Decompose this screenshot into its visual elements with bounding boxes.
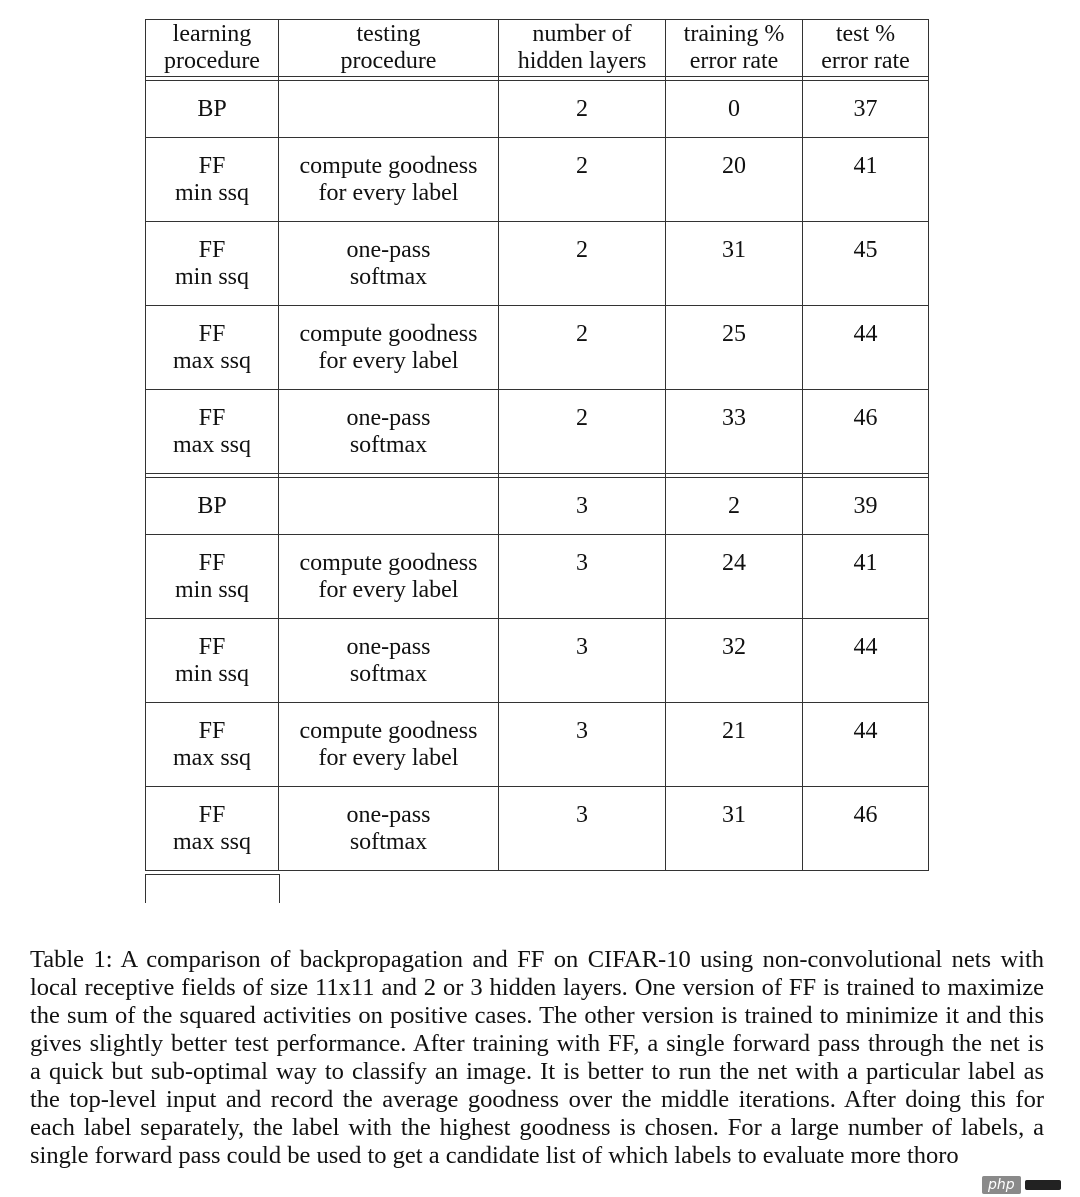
- cell-testing: compute goodness for every label: [279, 535, 499, 619]
- cell-learning: FF max ssq: [146, 390, 279, 474]
- cell-train-error: 2: [666, 478, 803, 535]
- cell-testing: one-pass softmax: [279, 390, 499, 474]
- cell-test-error: 41: [803, 138, 929, 222]
- cell-train-error: 31: [666, 787, 803, 871]
- cell-train-error: 33: [666, 390, 803, 474]
- cell-test-error: 44: [803, 306, 929, 390]
- cell-learning: FF min ssq: [146, 222, 279, 306]
- caption-line: local receptive fields of size 11x11 and 2 or 3 hidden layers. One version of FF is trained to maximize: [30, 974, 1044, 1001]
- caption-line: the sum of the squared activities on positive cases. The other version is trained to minimize it and this: [30, 1002, 1044, 1029]
- cell-testing: one-pass softmax: [279, 787, 499, 871]
- cell-testing: one-pass softmax: [279, 222, 499, 306]
- cell-train-error: 24: [666, 535, 803, 619]
- table-row: [146, 478, 929, 535]
- cell-test-error: 41: [803, 535, 929, 619]
- results-table-container: [145, 19, 928, 871]
- table-row: [146, 138, 929, 222]
- cell-testing: compute goodness for every label: [279, 306, 499, 390]
- cell-layers: 3: [499, 619, 666, 703]
- caption-line: Table 1: A comparison of backpropagation and FF on CIFAR-10 using non-convolutional nets with: [30, 946, 1044, 973]
- cell-test-error: 37: [803, 81, 929, 138]
- cell-learning: BP: [146, 81, 279, 138]
- cell-learning: FF min ssq: [146, 535, 279, 619]
- cell-learning: FF max ssq: [146, 306, 279, 390]
- cell-learning: FF min ssq: [146, 138, 279, 222]
- cell-layers: 2: [499, 390, 666, 474]
- watermark-bar: [1025, 1180, 1061, 1190]
- cell-train-error: 20: [666, 138, 803, 222]
- cell-test-error: 39: [803, 478, 929, 535]
- cell-train-error: 21: [666, 703, 803, 787]
- cell-learning: FF min ssq: [146, 619, 279, 703]
- cell-train-error: 32: [666, 619, 803, 703]
- cell-layers: 3: [499, 478, 666, 535]
- cell-testing: compute goodness for every label: [279, 138, 499, 222]
- cell-layers: 3: [499, 787, 666, 871]
- cell-testing: [279, 478, 499, 535]
- cell-layers: 2: [499, 138, 666, 222]
- table-header-row: [146, 20, 929, 77]
- cell-test-error: 46: [803, 390, 929, 474]
- cell-layers: 2: [499, 222, 666, 306]
- table-row: [146, 390, 929, 474]
- cell-train-error: 0: [666, 81, 803, 138]
- cell-testing: [279, 81, 499, 138]
- cell-layers: 3: [499, 535, 666, 619]
- table-continuation-stub: [145, 874, 280, 903]
- cell-learning: FF max ssq: [146, 703, 279, 787]
- caption-line: single forward pass could be used to get a candidate list of which labels to evaluate more thoro: [30, 1142, 959, 1169]
- header-hidden-layers: number of hidden layers: [499, 20, 666, 77]
- table-row: [146, 619, 929, 703]
- watermark-logo: php: [982, 1176, 1021, 1194]
- caption-line: each label separately, the label with the highest goodness is chosen. For a large number of labels, a: [30, 1114, 1044, 1141]
- table-row: [146, 222, 929, 306]
- cell-test-error: 45: [803, 222, 929, 306]
- cell-learning: FF max ssq: [146, 787, 279, 871]
- caption-line: the top-level input and record the average goodness over the middle iterations. After doing this for: [30, 1086, 1044, 1113]
- header-test-error: test % error rate: [803, 20, 929, 77]
- cell-testing: one-pass softmax: [279, 619, 499, 703]
- header-learning-procedure: learning procedure: [146, 20, 279, 77]
- cell-train-error: 25: [666, 306, 803, 390]
- table-row: [146, 703, 929, 787]
- table-row: [146, 787, 929, 871]
- caption-line: gives slightly better test performance. After training with FF, a single forward pass through the net is: [30, 1030, 1044, 1057]
- header-testing-procedure: testing procedure: [279, 20, 499, 77]
- cell-testing: compute goodness for every label: [279, 703, 499, 787]
- cell-test-error: 46: [803, 787, 929, 871]
- cell-train-error: 31: [666, 222, 803, 306]
- table-caption: [30, 946, 1044, 1170]
- table-row: [146, 535, 929, 619]
- cell-learning: BP: [146, 478, 279, 535]
- table-row: [146, 306, 929, 390]
- caption-line: a quick but sub-optimal way to classify an image. It is better to run the net with a particular label as: [30, 1058, 1044, 1085]
- cell-layers: 2: [499, 306, 666, 390]
- cell-test-error: 44: [803, 619, 929, 703]
- header-training-error: training % error rate: [666, 20, 803, 77]
- results-table: [145, 19, 929, 871]
- cell-test-error: 44: [803, 703, 929, 787]
- cell-layers: 3: [499, 703, 666, 787]
- cell-layers: 2: [499, 81, 666, 138]
- php-watermark: [982, 1175, 1061, 1195]
- table-row: [146, 81, 929, 138]
